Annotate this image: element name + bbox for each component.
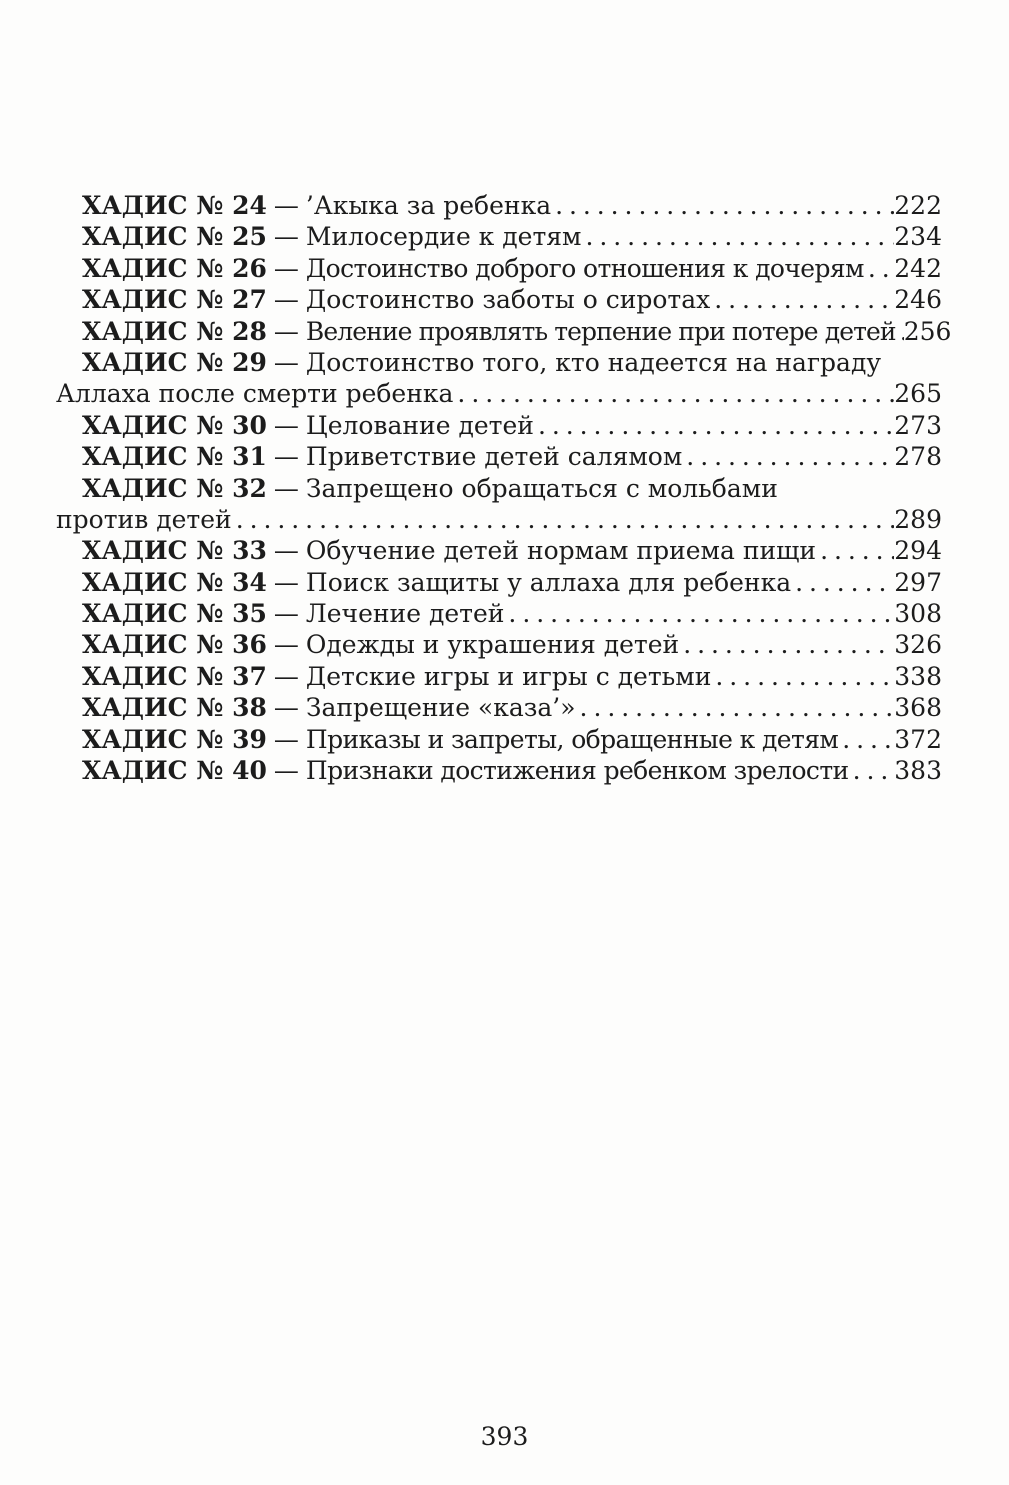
em-dash: — bbox=[273, 191, 299, 220]
em-dash: — bbox=[273, 253, 299, 283]
hadith-label: ХАДИС № 28 bbox=[82, 316, 267, 346]
table-of-contents bbox=[56, 190, 952, 786]
entry-title: Обучение детей нормам приема пищи bbox=[305, 536, 817, 566]
hadith-label: ХАДИС № 37 bbox=[82, 661, 267, 691]
page-ref: 289 bbox=[894, 504, 942, 534]
hadith-label: ХАДИС № 35 bbox=[82, 599, 267, 629]
em-dash: — bbox=[273, 473, 299, 503]
toc-entry-continuation[interactable] bbox=[56, 504, 942, 535]
entry-title: Целование детей bbox=[305, 410, 534, 440]
toc-entry[interactable] bbox=[56, 567, 942, 598]
entry-title: Приказы и запреты, обращенные к детям bbox=[305, 724, 839, 754]
em-dash: — bbox=[273, 442, 299, 472]
entry-title: Достоинство доброго отношения к дочерям bbox=[305, 253, 864, 283]
em-dash: — bbox=[273, 536, 299, 566]
em-dash: — bbox=[273, 630, 299, 660]
page-ref: 383 bbox=[894, 756, 942, 786]
dot-leader bbox=[679, 629, 894, 660]
dot-leader bbox=[710, 284, 894, 315]
page-number: 393 bbox=[480, 1422, 529, 1451]
entry-title: Приветствие детей салямом bbox=[305, 442, 683, 472]
entry-title: ’Акыка за ребенка bbox=[305, 191, 552, 220]
dot-leader bbox=[534, 410, 894, 441]
entry-title: Запрещение «каза’» bbox=[305, 693, 576, 723]
page-ref: 242 bbox=[894, 253, 942, 283]
dot-leader bbox=[682, 441, 894, 472]
page-ref: 246 bbox=[894, 285, 942, 315]
dot-leader bbox=[453, 378, 894, 409]
toc-entry[interactable] bbox=[56, 316, 952, 347]
hadith-label: ХАДИС № 40 bbox=[82, 756, 267, 786]
hadith-label: ХАДИС № 27 bbox=[82, 285, 267, 315]
entry-title: Достоинство того, кто надеется на награду bbox=[305, 347, 882, 377]
hadith-label: ХАДИС № 34 bbox=[82, 567, 267, 597]
entry-title: Запрещено обращаться с мольбами bbox=[305, 473, 778, 503]
page-ref: 372 bbox=[894, 724, 942, 754]
dot-leader bbox=[576, 692, 895, 723]
page-ref: 234 bbox=[894, 222, 942, 252]
toc-entry[interactable] bbox=[56, 535, 942, 566]
entry-title: Милосердие к детям bbox=[305, 222, 582, 252]
hadith-label: ХАДИС № 26 bbox=[82, 253, 267, 283]
page-ref: 294 bbox=[894, 536, 942, 566]
page-ref: 278 bbox=[894, 442, 942, 472]
hadith-label: ХАДИС № 38 bbox=[82, 693, 267, 723]
em-dash: — bbox=[273, 567, 299, 597]
hadith-label: ХАДИС № 39 bbox=[82, 724, 267, 754]
page-ref: 297 bbox=[894, 567, 942, 597]
page-ref: 222 bbox=[894, 191, 942, 220]
entry-title: Детские игры и игры с детьми bbox=[305, 661, 712, 691]
page-ref: 308 bbox=[894, 599, 942, 629]
hadith-label: ХАДИС № 36 bbox=[82, 630, 267, 660]
toc-entry[interactable] bbox=[56, 284, 942, 315]
em-dash: — bbox=[273, 693, 299, 723]
toc-entry[interactable] bbox=[56, 347, 942, 378]
page-ref: 338 bbox=[894, 661, 942, 691]
em-dash: — bbox=[273, 410, 299, 440]
toc-entry[interactable] bbox=[56, 661, 942, 692]
toc-entry[interactable] bbox=[56, 221, 942, 252]
dot-leader bbox=[864, 253, 894, 284]
toc-entry-continuation[interactable] bbox=[56, 378, 942, 409]
toc-entry[interactable] bbox=[56, 598, 942, 629]
toc-entry[interactable] bbox=[56, 629, 942, 660]
dot-leader bbox=[849, 755, 895, 786]
entry-title: Достоинство заботы о сиротах bbox=[305, 285, 711, 315]
toc-entry[interactable] bbox=[56, 190, 942, 221]
em-dash: — bbox=[273, 285, 299, 315]
dot-leader bbox=[816, 535, 894, 566]
page-ref: 326 bbox=[894, 630, 942, 660]
em-dash: — bbox=[273, 599, 299, 629]
hadith-label: ХАДИС № 31 bbox=[82, 442, 267, 472]
em-dash: — bbox=[273, 347, 299, 377]
toc-entry[interactable] bbox=[56, 692, 942, 723]
page-ref: 273 bbox=[894, 410, 942, 440]
dot-leader bbox=[504, 598, 894, 629]
toc-entry[interactable] bbox=[56, 441, 942, 472]
hadith-label: ХАДИС № 33 bbox=[82, 536, 267, 566]
entry-title-continuation: против детей bbox=[56, 504, 232, 534]
toc-entry[interactable] bbox=[56, 755, 942, 786]
em-dash: — bbox=[273, 661, 299, 691]
hadith-label: ХАДИС № 32 bbox=[82, 473, 267, 503]
dot-leader bbox=[582, 221, 895, 252]
toc-entry[interactable] bbox=[56, 473, 942, 504]
entry-title: Поиск защиты у аллаха для ребенка bbox=[305, 567, 792, 597]
entry-title: Одежды и украшения детей bbox=[305, 630, 680, 660]
hadith-label: ХАДИС № 25 bbox=[82, 222, 267, 252]
entry-title-continuation: Аллаха после смерти ребенка bbox=[56, 379, 454, 409]
page-ref: 368 bbox=[894, 693, 942, 723]
dot-leader bbox=[838, 724, 894, 755]
page-ref: 265 bbox=[894, 379, 942, 409]
hadith-label: ХАДИС № 30 bbox=[82, 410, 267, 440]
toc-entry[interactable] bbox=[56, 253, 942, 284]
dot-leader bbox=[791, 567, 894, 598]
toc-entry[interactable] bbox=[56, 724, 942, 755]
em-dash: — bbox=[273, 222, 299, 252]
entry-title: Веление проявлять терпение при потере детей bbox=[305, 316, 896, 346]
hadith-label: ХАДИС № 29 bbox=[82, 347, 267, 377]
toc-entry[interactable] bbox=[56, 410, 942, 441]
em-dash: — bbox=[273, 724, 299, 754]
em-dash: — bbox=[273, 316, 299, 346]
hadith-label: ХАДИС № 24 bbox=[82, 191, 267, 220]
page-ref: 256 bbox=[903, 316, 952, 346]
entry-title: Лечение детей bbox=[305, 599, 505, 629]
dot-leader bbox=[551, 190, 894, 221]
dot-leader bbox=[711, 661, 894, 692]
entry-title: Признаки достижения ребенком зрелости bbox=[305, 756, 849, 786]
dot-leader bbox=[896, 316, 904, 347]
dot-leader bbox=[232, 504, 895, 535]
em-dash: — bbox=[273, 756, 299, 786]
